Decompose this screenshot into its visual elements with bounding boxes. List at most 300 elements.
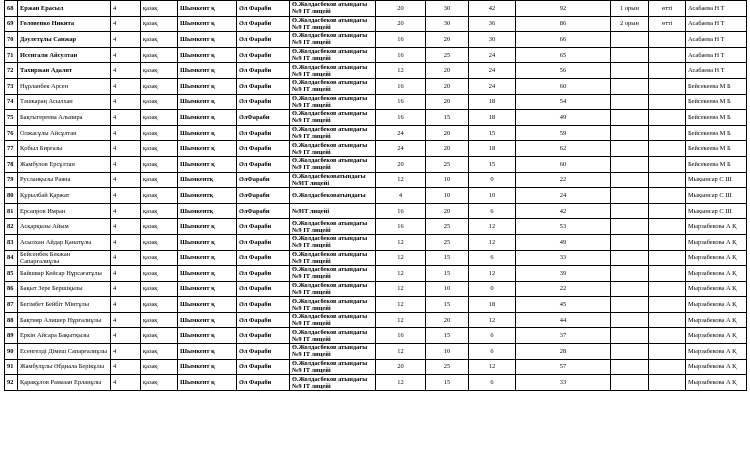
- total-score-cell: 37: [516, 328, 611, 344]
- place-cell: [611, 344, 649, 360]
- student-name: Бейсенбек Бекжан Сапарғалиұлы: [18, 250, 111, 266]
- row-number: 71: [5, 47, 18, 63]
- score-2-cell: 15: [426, 297, 469, 313]
- status-cell: [649, 375, 686, 391]
- language-cell: қазақ: [141, 188, 178, 204]
- student-name: Русланқызы Раяна: [18, 172, 111, 188]
- status-cell: [649, 266, 686, 282]
- language-cell: қазақ: [141, 203, 178, 219]
- table-row: [5, 281, 747, 297]
- district-cell: Әл Фараби: [237, 47, 290, 63]
- table-row: [5, 94, 747, 110]
- teacher-cell: Бейсекеева М Б: [686, 125, 747, 141]
- score-2-cell: 15: [426, 250, 469, 266]
- total-score-cell: 33: [516, 250, 611, 266]
- place-cell: [611, 125, 649, 141]
- language-cell: қазақ: [141, 219, 178, 235]
- grade-cell: 4: [111, 312, 141, 328]
- teacher-cell: Асабаева Н Т: [686, 16, 747, 32]
- score-1-cell: 4: [376, 188, 426, 204]
- teacher-cell: Бейсекеева М Б: [686, 110, 747, 126]
- score-3-cell: 10: [469, 188, 516, 204]
- table-row: [5, 203, 747, 219]
- district-cell: Әл Фараби: [237, 312, 290, 328]
- grade-cell: 4: [111, 219, 141, 235]
- city-cell: Шымкент қ: [178, 78, 237, 94]
- student-name: Бегімбет Бейбіт Мінтұлы: [18, 297, 111, 313]
- row-number: 68: [5, 1, 18, 17]
- table-row: [5, 110, 747, 126]
- city-cell: Шымкент қ: [178, 16, 237, 32]
- score-3-cell: 24: [469, 47, 516, 63]
- total-score-cell: 54: [516, 94, 611, 110]
- score-3-cell: 18: [469, 110, 516, 126]
- status-cell: [649, 125, 686, 141]
- teacher-cell: Бейсекеева М Б: [686, 94, 747, 110]
- district-cell: Әл Фараби: [237, 359, 290, 375]
- city-cell: Шымкент қ: [178, 234, 237, 250]
- row-number: 90: [5, 344, 18, 360]
- score-1-cell: 16: [376, 110, 426, 126]
- teacher-cell: Мырзабекова А Қ: [686, 375, 747, 391]
- school-cell: Ө.Жолдасбеков атындағы №9 IT лицейі: [290, 344, 376, 360]
- district-cell: Әл Фараби: [237, 78, 290, 94]
- language-cell: қазақ: [141, 141, 178, 157]
- place-cell: [611, 281, 649, 297]
- score-3-cell: 6: [469, 375, 516, 391]
- score-2-cell: 20: [426, 125, 469, 141]
- teacher-cell: Мырзабекова А Қ: [686, 359, 747, 375]
- teacher-cell: Мықынсар С Ш: [686, 188, 747, 204]
- place-cell: [611, 63, 649, 79]
- score-2-cell: 25: [426, 47, 469, 63]
- total-score-cell: 39: [516, 266, 611, 282]
- grade-cell: 4: [111, 156, 141, 172]
- row-number: 86: [5, 281, 18, 297]
- total-score-cell: 45: [516, 297, 611, 313]
- city-cell: Шымкент қ: [178, 250, 237, 266]
- language-cell: қазақ: [141, 344, 178, 360]
- score-1-cell: 12: [376, 281, 426, 297]
- teacher-cell: Асабаева Н Т: [686, 32, 747, 48]
- status-cell: [649, 203, 686, 219]
- row-number: 79: [5, 172, 18, 188]
- score-1-cell: 12: [376, 344, 426, 360]
- district-cell: ӘлФараби: [237, 203, 290, 219]
- city-cell: Шымкент қ: [178, 32, 237, 48]
- table-row: [5, 125, 747, 141]
- score-3-cell: 42: [469, 1, 516, 17]
- place-cell: [611, 172, 649, 188]
- school-cell: Ө.Жолдасбеков атындағы №9 IT лицейі: [290, 359, 376, 375]
- score-1-cell: 16: [376, 32, 426, 48]
- grade-cell: 4: [111, 63, 141, 79]
- city-cell: Шымкент қ: [178, 375, 237, 391]
- score-1-cell: 12: [376, 172, 426, 188]
- table-row: [5, 78, 747, 94]
- total-score-cell: 65: [516, 47, 611, 63]
- school-cell: Ө.Жолдасбековатындағы №9IT лицейі: [290, 172, 376, 188]
- language-cell: қазақ: [141, 63, 178, 79]
- place-cell: [611, 234, 649, 250]
- total-score-cell: 60: [516, 78, 611, 94]
- teacher-cell: Асабаева Н Т: [686, 1, 747, 17]
- school-cell: Ө.Жолдасбеков атындағы №9 IT лицейі: [290, 234, 376, 250]
- language-cell: қазақ: [141, 78, 178, 94]
- status-cell: өтті: [649, 1, 686, 17]
- score-2-cell: 20: [426, 94, 469, 110]
- status-cell: [649, 297, 686, 313]
- language-cell: қазақ: [141, 328, 178, 344]
- score-1-cell: 12: [376, 250, 426, 266]
- school-cell: Ө.Жолдасбеков атындағы №9 IT лицейі: [290, 281, 376, 297]
- grade-cell: 4: [111, 1, 141, 17]
- district-cell: Әл Фараби: [237, 219, 290, 235]
- status-cell: өтті: [649, 16, 686, 32]
- district-cell: Әл Фараби: [237, 281, 290, 297]
- language-cell: қазақ: [141, 32, 178, 48]
- place-cell: [611, 141, 649, 157]
- status-cell: [649, 328, 686, 344]
- school-cell: Ө.Жолдасбеков атындағы №9 IT лицейі: [290, 141, 376, 157]
- row-number: 70: [5, 32, 18, 48]
- score-3-cell: 12: [469, 312, 516, 328]
- total-score-cell: 44: [516, 312, 611, 328]
- district-cell: Әл Фараби: [237, 344, 290, 360]
- grade-cell: 4: [111, 234, 141, 250]
- place-cell: [611, 297, 649, 313]
- total-score-cell: 86: [516, 16, 611, 32]
- row-number: 84: [5, 250, 18, 266]
- grade-cell: 4: [111, 297, 141, 313]
- row-number: 87: [5, 297, 18, 313]
- grade-cell: 4: [111, 328, 141, 344]
- score-3-cell: 36: [469, 16, 516, 32]
- status-cell: [649, 172, 686, 188]
- score-2-cell: 10: [426, 344, 469, 360]
- district-cell: Әл Фараби: [237, 32, 290, 48]
- row-number: 74: [5, 94, 18, 110]
- score-3-cell: 18: [469, 297, 516, 313]
- school-cell: Ө.Жолдасбеков атындағы №9 IT лицейі: [290, 219, 376, 235]
- student-name: Дәулетұлы Санжар: [18, 32, 111, 48]
- score-2-cell: 20: [426, 78, 469, 94]
- status-cell: [649, 281, 686, 297]
- table-row: [5, 297, 747, 313]
- place-cell: [611, 47, 649, 63]
- place-cell: 1 орын: [611, 1, 649, 17]
- school-cell: Ө.Жолдасбеков атындағы №9 IT лицейі: [290, 1, 376, 17]
- city-cell: Шымкент қ: [178, 328, 237, 344]
- city-cell: Шымкент қ: [178, 297, 237, 313]
- total-score-cell: 28: [516, 344, 611, 360]
- language-cell: қазақ: [141, 125, 178, 141]
- status-cell: [649, 63, 686, 79]
- score-1-cell: 12: [376, 297, 426, 313]
- student-name: Бақтияр Алишер Нұрғалиұлы: [18, 312, 111, 328]
- city-cell: Шымкент қ: [178, 359, 237, 375]
- student-name: Қарақұлов Рамазан Ерланұлы: [18, 375, 111, 391]
- language-cell: қазақ: [141, 359, 178, 375]
- school-cell: Ө.Жолдасбеков атындағы №9 IT лицейі: [290, 125, 376, 141]
- student-name: Тәшкараң Асылхан: [18, 94, 111, 110]
- row-number: 82: [5, 219, 18, 235]
- teacher-cell: Мырзабекова А Қ: [686, 281, 747, 297]
- district-cell: Әл Фараби: [237, 16, 290, 32]
- row-number: 81: [5, 203, 18, 219]
- place-cell: [611, 359, 649, 375]
- table-row: [5, 359, 747, 375]
- score-3-cell: 12: [469, 219, 516, 235]
- table-row: [5, 188, 747, 204]
- city-cell: Шымкент қ: [178, 219, 237, 235]
- place-cell: [611, 203, 649, 219]
- district-cell: Әл Фараби: [237, 297, 290, 313]
- table-row: [5, 16, 747, 32]
- city-cell: Шымкент қ: [178, 312, 237, 328]
- city-cell: Шымкентқ: [178, 188, 237, 204]
- teacher-cell: Асабаева Н Т: [686, 47, 747, 63]
- grade-cell: 4: [111, 203, 141, 219]
- total-score-cell: 92: [516, 1, 611, 17]
- total-score-cell: 22: [516, 281, 611, 297]
- row-number: 69: [5, 16, 18, 32]
- student-name: Асылхан Айдар Қанатұлы: [18, 234, 111, 250]
- grade-cell: 4: [111, 250, 141, 266]
- school-cell: Ө.Жолдасбеков атындағы №9 IT лицейі: [290, 94, 376, 110]
- total-score-cell: 53: [516, 219, 611, 235]
- student-name: Қобыл Бирғазы: [18, 141, 111, 157]
- score-3-cell: 18: [469, 141, 516, 157]
- teacher-cell: Мырзабекова А Қ: [686, 250, 747, 266]
- place-cell: [611, 94, 649, 110]
- teacher-cell: Асабаева Н Т: [686, 63, 747, 79]
- place-cell: [611, 250, 649, 266]
- district-cell: ӘлФараби: [237, 172, 290, 188]
- table-row: [5, 234, 747, 250]
- row-number: 76: [5, 125, 18, 141]
- teacher-cell: Мырзабекова А Қ: [686, 312, 747, 328]
- table-row: [5, 47, 747, 63]
- teacher-cell: Мырзабекова А Қ: [686, 328, 747, 344]
- student-name: Еркін Айсара Бақытқызы: [18, 328, 111, 344]
- row-number: 83: [5, 234, 18, 250]
- row-number: 89: [5, 328, 18, 344]
- place-cell: [611, 266, 649, 282]
- language-cell: қазақ: [141, 94, 178, 110]
- status-cell: [649, 250, 686, 266]
- total-score-cell: 49: [516, 234, 611, 250]
- score-1-cell: 12: [376, 375, 426, 391]
- score-2-cell: 15: [426, 266, 469, 282]
- school-cell: Ө.Жолдасбековатындағы: [290, 188, 376, 204]
- district-cell: Әл Фараби: [237, 156, 290, 172]
- student-name: Бақыт Зере Бершіқызы: [18, 281, 111, 297]
- score-2-cell: 10: [426, 281, 469, 297]
- place-cell: 2 орын: [611, 16, 649, 32]
- score-2-cell: 20: [426, 32, 469, 48]
- score-1-cell: 16: [376, 203, 426, 219]
- status-cell: [649, 32, 686, 48]
- grade-cell: 4: [111, 359, 141, 375]
- teacher-cell: Мырзабекова А Қ: [686, 266, 747, 282]
- table-row: [5, 266, 747, 282]
- district-cell: Әл Фараби: [237, 234, 290, 250]
- score-1-cell: 20: [376, 1, 426, 17]
- grade-cell: 4: [111, 266, 141, 282]
- score-3-cell: 15: [469, 156, 516, 172]
- city-cell: Шымкент қ: [178, 47, 237, 63]
- score-2-cell: 15: [426, 110, 469, 126]
- district-cell: ӘлФараби: [237, 188, 290, 204]
- score-2-cell: 20: [426, 203, 469, 219]
- score-1-cell: 16: [376, 78, 426, 94]
- table-row: [5, 312, 747, 328]
- student-name: Ержан Ерасыл: [18, 1, 111, 17]
- school-cell: Ө.Жолдасбеков атындағы №9 IT лицейі: [290, 266, 376, 282]
- language-cell: қазақ: [141, 1, 178, 17]
- row-number: 75: [5, 110, 18, 126]
- language-cell: қазақ: [141, 375, 178, 391]
- city-cell: Шымкентқ: [178, 172, 237, 188]
- school-cell: Ө.Жолдасбеков атындағы №9 IT лицейі: [290, 328, 376, 344]
- row-number: 73: [5, 78, 18, 94]
- district-cell: ӘлФараби: [237, 110, 290, 126]
- district-cell: Әл Фараби: [237, 266, 290, 282]
- score-2-cell: 20: [426, 312, 469, 328]
- city-cell: Шымкент қ: [178, 125, 237, 141]
- score-3-cell: 6: [469, 250, 516, 266]
- student-name: Жамбулов Ерсұлтан: [18, 156, 111, 172]
- city-cell: Шымкент қ: [178, 94, 237, 110]
- total-score-cell: 60: [516, 156, 611, 172]
- row-number: 77: [5, 141, 18, 157]
- grade-cell: 4: [111, 16, 141, 32]
- score-3-cell: 15: [469, 125, 516, 141]
- score-2-cell: 25: [426, 359, 469, 375]
- city-cell: Шымкент қ: [178, 1, 237, 17]
- row-number: 85: [5, 266, 18, 282]
- score-1-cell: 16: [376, 94, 426, 110]
- place-cell: [611, 110, 649, 126]
- school-cell: Ө.Жолдасбеков атындағы №9 IT лицейі: [290, 47, 376, 63]
- language-cell: қазақ: [141, 312, 178, 328]
- teacher-cell: Бейсекеева М Б: [686, 156, 747, 172]
- grade-cell: 4: [111, 344, 141, 360]
- score-2-cell: 30: [426, 1, 469, 17]
- total-score-cell: 24: [516, 188, 611, 204]
- district-cell: Әл Фараби: [237, 250, 290, 266]
- student-name: Нұрланбек Арсен: [18, 78, 111, 94]
- teacher-cell: Мықынсар С Ш: [686, 203, 747, 219]
- teacher-cell: Мырзабекова А Қ: [686, 297, 747, 313]
- teacher-cell: Мықынсар С Ш: [686, 172, 747, 188]
- student-name: Ерсапров Имран: [18, 203, 111, 219]
- language-cell: қазақ: [141, 172, 178, 188]
- status-cell: [649, 188, 686, 204]
- total-score-cell: 49: [516, 110, 611, 126]
- score-2-cell: 10: [426, 188, 469, 204]
- total-score-cell: 62: [516, 141, 611, 157]
- row-number: 80: [5, 188, 18, 204]
- table-body: [5, 1, 747, 391]
- student-name: Байшвар Кейсар Нұрсағатұлы: [18, 266, 111, 282]
- score-3-cell: 0: [469, 172, 516, 188]
- status-cell: [649, 344, 686, 360]
- score-2-cell: 20: [426, 63, 469, 79]
- teacher-cell: Мырзабекова А Қ: [686, 219, 747, 235]
- student-name: Құрылбай Қаржат: [18, 188, 111, 204]
- school-cell: №9IT лицейі: [290, 203, 376, 219]
- score-1-cell: 12: [376, 63, 426, 79]
- school-cell: Ө.Жолдасбеков атындағы №9 IT лицейі: [290, 78, 376, 94]
- place-cell: [611, 375, 649, 391]
- score-3-cell: 24: [469, 63, 516, 79]
- row-number: 78: [5, 156, 18, 172]
- grade-cell: 4: [111, 94, 141, 110]
- total-score-cell: 22: [516, 172, 611, 188]
- score-3-cell: 18: [469, 94, 516, 110]
- grade-cell: 4: [111, 78, 141, 94]
- total-score-cell: 42: [516, 203, 611, 219]
- language-cell: қазақ: [141, 156, 178, 172]
- score-3-cell: 30: [469, 32, 516, 48]
- grade-cell: 4: [111, 125, 141, 141]
- score-1-cell: 12: [376, 234, 426, 250]
- status-cell: [649, 312, 686, 328]
- place-cell: [611, 219, 649, 235]
- teacher-cell: Мырзабекова А Қ: [686, 344, 747, 360]
- district-cell: Әл Фараби: [237, 125, 290, 141]
- city-cell: Шымкент қ: [178, 344, 237, 360]
- city-cell: Шымкентқ: [178, 203, 237, 219]
- score-1-cell: 20: [376, 156, 426, 172]
- language-cell: қазақ: [141, 47, 178, 63]
- place-cell: [611, 32, 649, 48]
- district-cell: Әл Фараби: [237, 141, 290, 157]
- language-cell: қазақ: [141, 297, 178, 313]
- score-2-cell: 30: [426, 16, 469, 32]
- teacher-cell: Бейсекеева М Б: [686, 78, 747, 94]
- status-cell: [649, 219, 686, 235]
- table-row: [5, 141, 747, 157]
- total-score-cell: 59: [516, 125, 611, 141]
- total-score-cell: 56: [516, 63, 611, 79]
- score-1-cell: 24: [376, 141, 426, 157]
- place-cell: [611, 156, 649, 172]
- score-3-cell: 6: [469, 328, 516, 344]
- score-2-cell: 15: [426, 375, 469, 391]
- language-cell: қазақ: [141, 16, 178, 32]
- grade-cell: 4: [111, 32, 141, 48]
- total-score-cell: 66: [516, 32, 611, 48]
- table-row: [5, 250, 747, 266]
- score-1-cell: 24: [376, 125, 426, 141]
- score-2-cell: 25: [426, 219, 469, 235]
- table-row: [5, 32, 747, 48]
- place-cell: [611, 188, 649, 204]
- language-cell: қазақ: [141, 266, 178, 282]
- teacher-cell: Бейсекеева М Б: [686, 141, 747, 157]
- language-cell: қазақ: [141, 250, 178, 266]
- row-number: 91: [5, 359, 18, 375]
- status-cell: [649, 78, 686, 94]
- district-cell: Әл Фараби: [237, 328, 290, 344]
- status-cell: [649, 156, 686, 172]
- grade-cell: 4: [111, 141, 141, 157]
- language-cell: қазақ: [141, 234, 178, 250]
- row-number: 92: [5, 375, 18, 391]
